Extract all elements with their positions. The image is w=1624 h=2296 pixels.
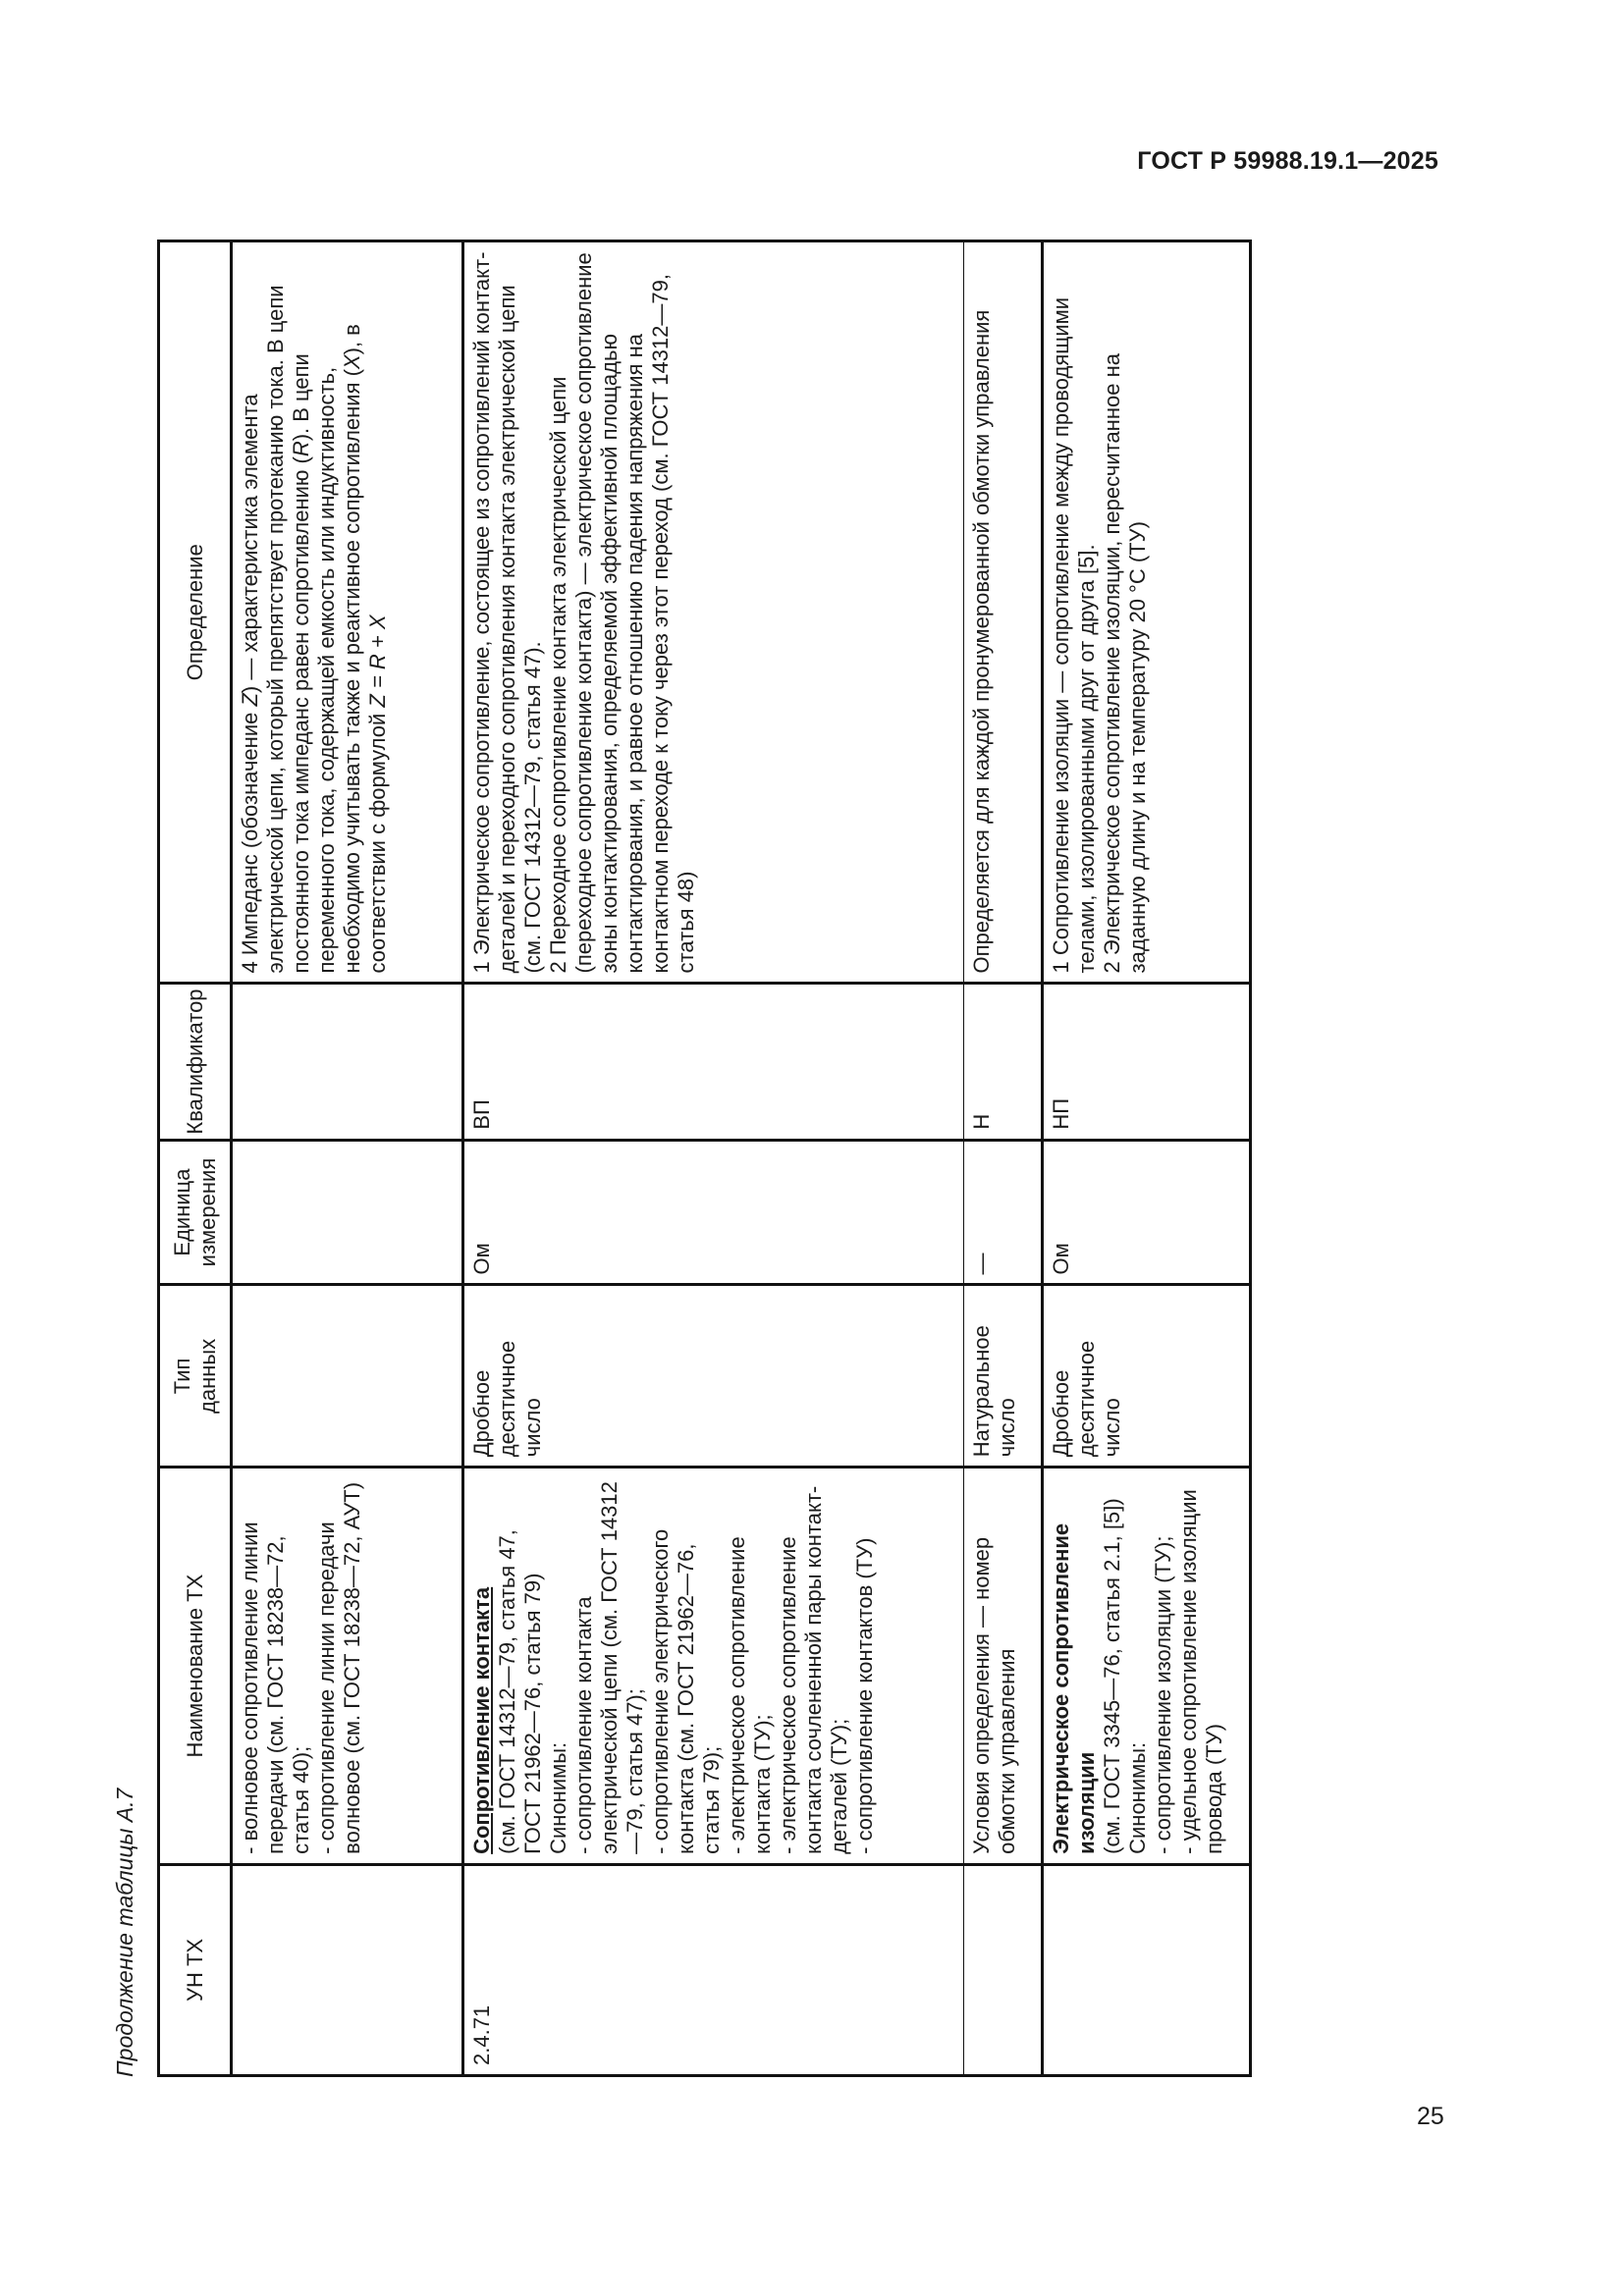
name-line: - сопротивление линии передачи волновое (см. ГОСТ 18238—72, АУТ) xyxy=(314,1481,364,1854)
definition-line: 1 Сопротивление изоляции — сопротивление между проводящими телами, изолированными друг от друга [5]. xyxy=(1049,296,1099,974)
cell-name xyxy=(232,1468,463,1865)
header-definition: Определение xyxy=(159,241,232,984)
name-line: Условия определения — номер обмотки управления xyxy=(969,1536,1019,1854)
definition-line: 1 Электрическое сопротивление, состоящее из сопротивлений контакт-деталей и переходного сопротивления контакта электрической цепи (см. ГОСТ 14312—79, статья 47). xyxy=(469,251,545,974)
cell-name xyxy=(463,1468,964,1865)
cell-qualifier: ВП xyxy=(463,984,964,1140)
name-line: - сопротивление контакта электрической цепи (см. ГОСТ 14312—79, статья 47); xyxy=(571,1481,647,1854)
name-line: - сопротивление электрического контакта (см. ГОСТ 21962—76, статья 79); xyxy=(648,1528,724,1854)
table-row xyxy=(232,241,463,2076)
name-line: - электрическое сопротивление контакта (ТУ); xyxy=(725,1536,775,1854)
table-row xyxy=(964,241,1043,2076)
table-row xyxy=(463,241,964,2076)
cell-type: Натуральное число xyxy=(964,1285,1043,1468)
name-line: - удельное сопротивление изоляции провода (ТУ) xyxy=(1176,1489,1226,1854)
name-line: (см. ГОСТ 14312—79, статья 47, ГОСТ 21962—76, статья 79) xyxy=(495,1529,545,1854)
definition-line: 2 Электрическое сопротивление изоляции, пересчитанное на заданную длину и на температуру 20 °С (ТУ) xyxy=(1100,353,1150,974)
cell-name xyxy=(964,1468,1043,1865)
name-line: - сопротивление контактов (ТУ) xyxy=(852,1537,877,1854)
name-title: Сопротивление контакта xyxy=(469,1586,494,1854)
header-code: УН ТХ xyxy=(159,1864,232,2075)
cell-definition xyxy=(1043,241,1251,984)
rotated-table-block xyxy=(112,240,1261,2077)
cell-type: Дробное десятичное число xyxy=(463,1285,964,1468)
cell-qualifier xyxy=(232,984,463,1140)
name-line: - волновое сопротивление линии передачи (см. ГОСТ 18238—72, статья 40); xyxy=(238,1522,313,1854)
cell-definition: 4 Импеданс (обозначение Z) — характеристика элемента электрической цепи, который препятствует протеканию тока. В цепи постоянного тока импеданс равен сопротивлению (R). В цепи переменного тока, содержащей емкость или индуктивность, необходимо учитывать также и реактивное сопротивления (X), в соответствии с формулой Z = R + X xyxy=(232,241,463,984)
name-title: Электрическое сопротивление изоляции xyxy=(1049,1522,1099,1854)
characteristics-table xyxy=(157,240,1252,2077)
header-name: Наименование ТХ xyxy=(159,1468,232,1865)
header-type: Тип данных xyxy=(159,1285,232,1468)
name-line: Синонимы: xyxy=(1125,1741,1150,1854)
table-header-row xyxy=(159,241,232,2076)
impedance-formula: Z = R + X xyxy=(365,614,390,708)
cell-unit: — xyxy=(964,1140,1043,1285)
cell-qualifier: Н xyxy=(964,984,1043,1140)
name-line: (см. ГОСТ 3345—76, статья 2.1, [5]) xyxy=(1100,1498,1124,1854)
cell-code: 2.4.71 xyxy=(463,1864,964,2075)
document-code: ГОСТ Р 59988.19.1—2025 xyxy=(1137,147,1438,175)
name-line: Синонимы: xyxy=(546,1741,570,1854)
cell-code xyxy=(1043,1864,1251,2075)
header-qualifier: Квалификатор xyxy=(159,984,232,1140)
cell-unit: Ом xyxy=(463,1140,964,1285)
header-unit: Единица измерения xyxy=(159,1140,232,1285)
table-caption: Продолжение таблицы А.7 xyxy=(112,1788,137,2077)
definition-line: Определяется для каждой пронумерованной обмотки управления xyxy=(969,309,994,974)
cell-type xyxy=(232,1285,463,1468)
cell-name xyxy=(1043,1468,1251,1865)
page-number: 25 xyxy=(1417,2103,1444,2130)
name-line: - электрическое сопротивление контакта сочлененной пары контакт-деталей (ТУ); xyxy=(776,1485,851,1854)
cell-qualifier: НП xyxy=(1043,984,1251,1140)
cell-unit xyxy=(232,1140,463,1285)
cell-type: Дробное десятичное число xyxy=(1043,1285,1251,1468)
name-line: - сопротивление изоляции (ТУ); xyxy=(1151,1535,1175,1854)
cell-unit: Ом xyxy=(1043,1140,1251,1285)
cell-code xyxy=(964,1864,1043,2075)
cell-definition xyxy=(463,241,964,984)
table-row xyxy=(1043,241,1251,2076)
definition-line: 2 Переходное сопротивление контакта электрической цепи (переходное сопротивление контакта) — электрическое сопротивление зоны контактирования, определяемой эффективной площадью контактирования, и равное отношению падения напряжения на контактном переходе к току через этот переход (см. ГОСТ 14312—79, статья 48) xyxy=(546,252,698,974)
cell-code xyxy=(232,1864,463,2075)
cell-definition xyxy=(964,241,1043,984)
